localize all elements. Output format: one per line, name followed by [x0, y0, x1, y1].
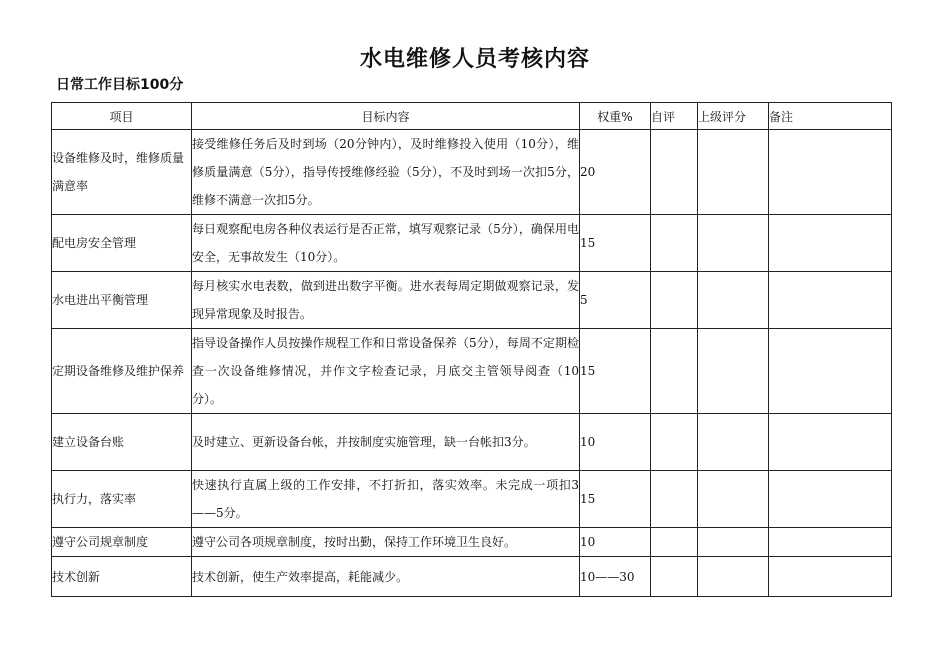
row-weight: 15 — [580, 471, 651, 528]
remark-cell[interactable] — [769, 471, 892, 528]
superior-score-cell[interactable] — [698, 528, 769, 557]
superior-score-cell[interactable] — [698, 329, 769, 414]
document-title: 水电维修人员考核内容 — [359, 47, 590, 72]
remark-cell[interactable] — [769, 414, 892, 471]
row-item: 建立设备台账 — [52, 414, 192, 471]
row-weight: 10——30 — [580, 557, 651, 597]
table-row — [52, 215, 892, 272]
row-weight: 5 — [580, 272, 651, 329]
row-weight: 20 — [580, 130, 651, 215]
table-row — [52, 414, 892, 471]
remark-cell[interactable] — [769, 557, 892, 597]
assessment-table — [51, 102, 892, 597]
self-eval-cell[interactable] — [651, 272, 698, 329]
remark-cell[interactable] — [769, 130, 892, 215]
row-item: 定期设备维修及维护保养 — [52, 329, 192, 414]
row-content: 快速执行直属上级的工作安排，不打折扣，落实效率。未完成一项扣3——5分。 — [192, 471, 580, 528]
row-content: 每日观察配电房各种仪表运行是否正常，填写观察记录（5分），确保用电安全，无事故发生（10分）。 — [192, 215, 580, 272]
row-item: 遵守公司规章制度 — [52, 528, 192, 557]
self-eval-cell[interactable] — [651, 528, 698, 557]
superior-score-cell[interactable] — [698, 215, 769, 272]
header-self-eval: 自评 — [651, 103, 698, 130]
table-row — [52, 130, 892, 215]
self-eval-cell[interactable] — [651, 414, 698, 471]
self-eval-cell[interactable] — [651, 130, 698, 215]
row-weight: 10 — [580, 528, 651, 557]
row-item: 水电进出平衡管理 — [52, 272, 192, 329]
superior-score-cell[interactable] — [698, 414, 769, 471]
row-content: 指导设备操作人员按操作规程工作和日常设备保养（5分），每周不定期检查一次设备维修情况，并作文字检查记录，月底交主管领导阅查（10分）。 — [192, 329, 580, 414]
table-row — [52, 528, 892, 557]
remark-cell[interactable] — [769, 329, 892, 414]
row-content: 技术创新，使生产效率提高，耗能减少。 — [192, 557, 580, 597]
row-content: 及时建立、更新设备台帐，并按制度实施管理，缺一台帐扣3分。 — [192, 414, 580, 471]
superior-score-cell[interactable] — [698, 557, 769, 597]
section-subtitle: 日常工作目标100分 — [56, 77, 184, 93]
table-row — [52, 557, 892, 597]
remark-cell[interactable] — [769, 528, 892, 557]
row-item: 执行力，落实率 — [52, 471, 192, 528]
table-row — [52, 272, 892, 329]
self-eval-cell[interactable] — [651, 557, 698, 597]
row-item: 技术创新 — [52, 557, 192, 597]
header-item: 项目 — [52, 103, 192, 130]
self-eval-cell[interactable] — [651, 471, 698, 528]
row-item: 配电房安全管理 — [52, 215, 192, 272]
self-eval-cell[interactable] — [651, 329, 698, 414]
header-content: 目标内容 — [192, 103, 580, 130]
row-content: 接受维修任务后及时到场（20分钟内），及时维修投入使用（10分），维修质量满意（5分），指导传授维修经验（5分），不及时到场一次扣5分，维修不满意一次扣5分。 — [192, 130, 580, 215]
row-content: 每月核实水电表数，做到进出数字平衡。进水表每周定期做观察记录，发现异常现象及时报告。 — [192, 272, 580, 329]
row-weight: 15 — [580, 329, 651, 414]
table-row — [52, 471, 892, 528]
header-remark: 备注 — [769, 103, 892, 130]
self-eval-cell[interactable] — [651, 215, 698, 272]
superior-score-cell[interactable] — [698, 130, 769, 215]
row-item: 设备维修及时，维修质量满意率 — [52, 130, 192, 215]
remark-cell[interactable] — [769, 272, 892, 329]
remark-cell[interactable] — [769, 215, 892, 272]
table-row — [52, 329, 892, 414]
superior-score-cell[interactable] — [698, 272, 769, 329]
superior-score-cell[interactable] — [698, 471, 769, 528]
row-weight: 15 — [580, 215, 651, 272]
row-weight: 10 — [580, 414, 651, 471]
header-weight: 权重% — [580, 103, 651, 130]
table-header-row — [52, 103, 892, 130]
header-superior-score: 上级评分 — [698, 103, 769, 130]
row-content: 遵守公司各项规章制度，按时出勤，保持工作环境卫生良好。 — [192, 528, 580, 557]
